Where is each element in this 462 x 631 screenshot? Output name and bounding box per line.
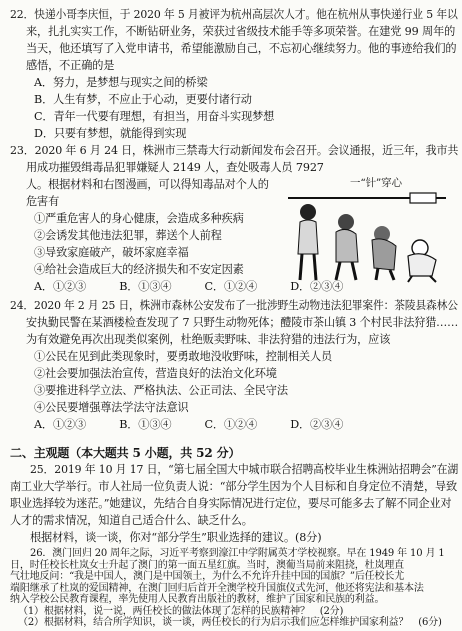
- q23-item-4: ④给社会造成巨大的经济损失和不安定因素: [34, 263, 244, 276]
- q24-stem-line: 为有效避免再次出现类似案例，杜绝贩卖野味、非法狩猎的违法行为，应该: [26, 333, 391, 346]
- q24-options: A．①②③ B．①③④ C．①②④ D．②③④: [34, 418, 344, 431]
- q25-line: 25．2019 年 10 月 17 日，“第七届全国大中城市联合招聘高校毕业生株洲站招聘会”在湖: [30, 463, 459, 476]
- q22-option-d: D．只要有梦想，就能得到实现: [34, 127, 187, 140]
- q22-stem-line: 感悟，不正确的是: [26, 59, 115, 72]
- q25-line: 人才的需求情况，知道自己适合什么、缺乏什么。: [10, 514, 253, 527]
- q22-stem-line: 来，扎扎实实工作，不断钻研业务，荣获过省级技术能手等多项荣誉。在建党 99 周年的: [26, 25, 456, 38]
- q22-option-b: B．人生有梦，不应止于心动，更要付诸行动: [34, 93, 252, 106]
- q22-option-a: A．努力，是梦想与现实之间的桥梁: [34, 76, 208, 89]
- q23-stem-line: 用成功摧毁缉毒品犯罪嫌疑人 2149 人，查处吸毒人员 7927: [26, 161, 324, 174]
- q24-item-3: ③要推进科学立法、严格执法、公正司法、全民守法: [34, 384, 288, 397]
- drug-cartoon-illustration: [280, 176, 450, 284]
- q25-line: 南工业大学举行。市人社局一位负责人说：“部分学生因为个人目标和自身定位不清楚，导致: [10, 480, 458, 493]
- q25-question: 根据材料，谈一谈，你对“部分学生”职业选择的建议。(8分): [30, 531, 322, 544]
- q25-line: 职业选择较为迷茫。”她建议，先结合自身实际情况进行定位，要尽可能多去了解不同企业对: [10, 497, 452, 510]
- q24-item-4: ④公民要增强尊法学法守法意识: [34, 401, 189, 414]
- q23-item-2: ②会诱发其他违法犯罪，葬送个人前程: [34, 229, 222, 242]
- q23-item-3: ③导致家庭破产，破坏家庭幸福: [34, 246, 189, 259]
- q26-subq-2: （2）根据材料，结合所学知识，谈一谈，两任校长的行为启示我们应怎样维护国家利益？ (6分): [18, 617, 442, 628]
- needle-figures-drawing: [280, 176, 450, 284]
- q24-stem-line: 24．2020 年 2 月 25 日，株洲市森林公安发布了一批涉野生动物违法犯罪案件：茶陵县森林公: [10, 299, 458, 312]
- q23-options: A．①②③ B．①③④ C．①②④ D．②③④: [34, 280, 344, 293]
- q22-option-c: C．青年一代要有理想，有担当，用奋斗实现梦想: [34, 110, 275, 123]
- section-heading: 二、主观题（本大题共 5 小题，共 52 分）: [10, 446, 241, 460]
- q26-line: 气壮地反问：“我是中国人，澳门是中国领土，为什么不允许升挂中国的国旗？”后任校长尤: [10, 571, 405, 582]
- cartoon-caption: 一“针”穿心: [350, 177, 402, 189]
- q23-stem-line: 危害有: [26, 195, 60, 208]
- q26-line: 纳入学校公民教育课程，率先使用人民教育出版社的教材，维护了国家和民族的利益。: [10, 594, 385, 605]
- q26-line: 日，时任校长杜岚女士升起了澳门的第一面五星红旗。当时，澳葡当局前来阻挠，杜岚理直: [10, 559, 404, 571]
- q24-stem-line: 安执勤民警在某酒楼检查发现了 7 只野生动物死体；醴陵市茶山镇 3 个村民非法狩猎……: [26, 316, 459, 329]
- q24-item-2: ②社会要加强法治宣传，营造良好的法治文化环境: [34, 367, 277, 380]
- q26-line: 26．澳门回归 20 周年之际，习近平考察到濠江中学附属英才学校视察。早在 1949 年 10 月 1: [30, 548, 445, 559]
- q24-item-1: ①公民在见到此类现象时，要勇敢地没收野味，控制相关人员: [34, 350, 333, 363]
- q22-stem-line: 22．快递小哥李庆恒，于 2020 年 5 月被评为杭州高层次人才。他在杭州从事快递行业 5 年以: [10, 8, 458, 21]
- q23-stem-line: 人。根据材料和右图漫画，可以得知毒品对个人的: [26, 178, 269, 191]
- q23-item-1: ①严重危害人的身心健康，会造成多种疾病: [34, 212, 244, 225]
- q23-stem-line: 23．2020 年 6 月 24 日，株洲市三禁毒大行动新闻发布会召开。会议通报，近三年，我市共: [10, 144, 459, 157]
- q26-line: 端阳继承了杜岚的爱国精神，在澳门回归后首开全澳学校升国旗仪式先河，他还将宪法和基本法: [10, 582, 424, 594]
- q26-subq-1: （1）根据材料，说一说，两任校长的做法体现了怎样的民族精神？ (2分): [18, 605, 344, 617]
- q22-stem-line: 当天，他还填写了入党申请书，希望能激励自己，不忘初心继续努力。他的事迹给我们的: [26, 42, 457, 55]
